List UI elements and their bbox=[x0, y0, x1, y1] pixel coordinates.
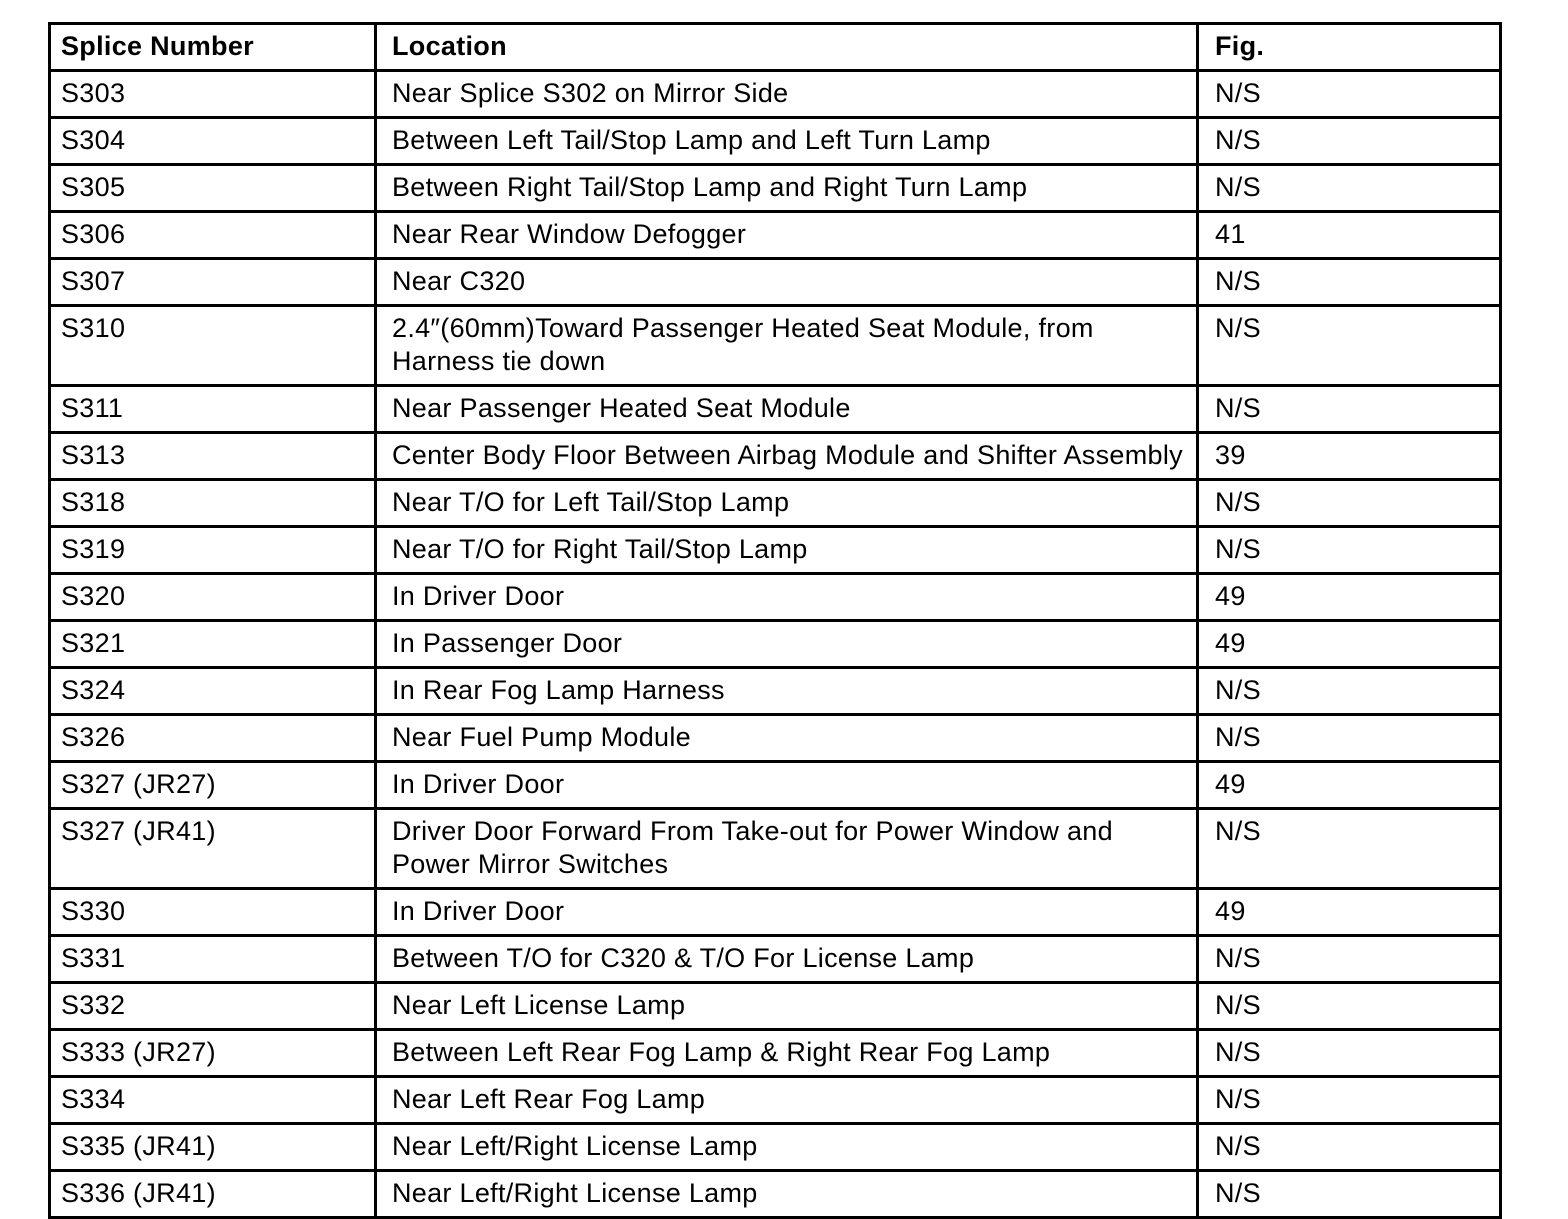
cell-location: In Driver Door bbox=[376, 762, 1198, 809]
cell-splice: S327 (JR41) bbox=[50, 809, 376, 889]
cell-splice: S333 (JR27) bbox=[50, 1030, 376, 1077]
table-row bbox=[50, 480, 1501, 527]
table-row bbox=[50, 1171, 1501, 1218]
cell-splice: S307 bbox=[50, 259, 376, 306]
cell-splice: S331 bbox=[50, 936, 376, 983]
cell-splice: S326 bbox=[50, 715, 376, 762]
table-row bbox=[50, 306, 1501, 386]
cell-fig: N/S bbox=[1198, 386, 1501, 433]
cell-splice: S304 bbox=[50, 118, 376, 165]
cell-fig: 49 bbox=[1198, 762, 1501, 809]
cell-fig: N/S bbox=[1198, 1030, 1501, 1077]
cell-splice: S327 (JR27) bbox=[50, 762, 376, 809]
cell-splice: S334 bbox=[50, 1077, 376, 1124]
table-row bbox=[50, 212, 1501, 259]
cell-splice: S311 bbox=[50, 386, 376, 433]
cell-location: Near Passenger Heated Seat Module bbox=[376, 386, 1198, 433]
table-row bbox=[50, 118, 1501, 165]
cell-splice: S324 bbox=[50, 668, 376, 715]
table-row bbox=[50, 889, 1501, 936]
cell-fig: N/S bbox=[1198, 1077, 1501, 1124]
cell-location: Near Left Rear Fog Lamp bbox=[376, 1077, 1198, 1124]
cell-fig: N/S bbox=[1198, 668, 1501, 715]
table-row bbox=[50, 1124, 1501, 1171]
cell-location: Center Body Floor Between Airbag Module and Shifter Assembly bbox=[376, 433, 1198, 480]
table-row bbox=[50, 386, 1501, 433]
cell-splice: S319 bbox=[50, 527, 376, 574]
cell-splice: S313 bbox=[50, 433, 376, 480]
cell-location: Near T/O for Right Tail/Stop Lamp bbox=[376, 527, 1198, 574]
table-row bbox=[50, 433, 1501, 480]
cell-fig: N/S bbox=[1198, 715, 1501, 762]
cell-location: Near Splice S302 on Mirror Side bbox=[376, 71, 1198, 118]
cell-location: Driver Door Forward From Take-out for Power Window and Power Mirror Switches bbox=[376, 809, 1198, 889]
table-row bbox=[50, 574, 1501, 621]
cell-fig: N/S bbox=[1198, 983, 1501, 1030]
table-row bbox=[50, 527, 1501, 574]
cell-fig: 49 bbox=[1198, 574, 1501, 621]
cell-location: Between Left Rear Fog Lamp & Right Rear Fog Lamp bbox=[376, 1030, 1198, 1077]
cell-location: In Passenger Door bbox=[376, 621, 1198, 668]
cell-fig: N/S bbox=[1198, 118, 1501, 165]
cell-location: In Driver Door bbox=[376, 889, 1198, 936]
table-row bbox=[50, 809, 1501, 889]
table-row bbox=[50, 762, 1501, 809]
cell-splice: S335 (JR41) bbox=[50, 1124, 376, 1171]
cell-location: Near Left License Lamp bbox=[376, 983, 1198, 1030]
header-location: Location bbox=[376, 24, 1198, 71]
cell-fig: N/S bbox=[1198, 165, 1501, 212]
table-header bbox=[50, 24, 1501, 71]
cell-location: In Driver Door bbox=[376, 574, 1198, 621]
cell-splice: S310 bbox=[50, 306, 376, 386]
cell-splice: S332 bbox=[50, 983, 376, 1030]
cell-location: Near Fuel Pump Module bbox=[376, 715, 1198, 762]
cell-fig: N/S bbox=[1198, 480, 1501, 527]
cell-location: In Rear Fog Lamp Harness bbox=[376, 668, 1198, 715]
table-row bbox=[50, 259, 1501, 306]
table-row bbox=[50, 165, 1501, 212]
table-row bbox=[50, 1077, 1501, 1124]
table-row bbox=[50, 668, 1501, 715]
cell-location: Between Right Tail/Stop Lamp and Right Turn Lamp bbox=[376, 165, 1198, 212]
cell-location: Near T/O for Left Tail/Stop Lamp bbox=[376, 480, 1198, 527]
cell-splice: S318 bbox=[50, 480, 376, 527]
cell-fig: 41 bbox=[1198, 212, 1501, 259]
cell-splice: S330 bbox=[50, 889, 376, 936]
cell-fig: N/S bbox=[1198, 936, 1501, 983]
header-row bbox=[50, 24, 1501, 71]
cell-location: Near Rear Window Defogger bbox=[376, 212, 1198, 259]
header-fig: Fig. bbox=[1198, 24, 1501, 71]
cell-fig: 49 bbox=[1198, 621, 1501, 668]
table-row bbox=[50, 983, 1501, 1030]
splice-table bbox=[48, 22, 1502, 1219]
cell-fig: N/S bbox=[1198, 809, 1501, 889]
cell-fig: N/S bbox=[1198, 1124, 1501, 1171]
cell-fig: N/S bbox=[1198, 71, 1501, 118]
cell-location: Near Left/Right License Lamp bbox=[376, 1124, 1198, 1171]
header-splice-number: Splice Number bbox=[50, 24, 376, 71]
cell-fig: N/S bbox=[1198, 1171, 1501, 1218]
table-body bbox=[50, 71, 1501, 1218]
cell-location: Between T/O for C320 & T/O For License Lamp bbox=[376, 936, 1198, 983]
cell-fig: N/S bbox=[1198, 306, 1501, 386]
cell-splice: S303 bbox=[50, 71, 376, 118]
cell-fig: 49 bbox=[1198, 889, 1501, 936]
table-row bbox=[50, 715, 1501, 762]
cell-splice: S320 bbox=[50, 574, 376, 621]
cell-splice: S321 bbox=[50, 621, 376, 668]
cell-location: 2.4″(60mm)Toward Passenger Heated Seat Module, from Harness tie down bbox=[376, 306, 1198, 386]
cell-location: Near Left/Right License Lamp bbox=[376, 1171, 1198, 1218]
table-row bbox=[50, 621, 1501, 668]
table-row bbox=[50, 936, 1501, 983]
cell-splice: S306 bbox=[50, 212, 376, 259]
cell-splice: S336 (JR41) bbox=[50, 1171, 376, 1218]
table-row bbox=[50, 71, 1501, 118]
cell-fig: 39 bbox=[1198, 433, 1501, 480]
cell-location: Near C320 bbox=[376, 259, 1198, 306]
table-row bbox=[50, 1030, 1501, 1077]
cell-location: Between Left Tail/Stop Lamp and Left Turn Lamp bbox=[376, 118, 1198, 165]
cell-fig: N/S bbox=[1198, 527, 1501, 574]
cell-splice: S305 bbox=[50, 165, 376, 212]
cell-fig: N/S bbox=[1198, 259, 1501, 306]
